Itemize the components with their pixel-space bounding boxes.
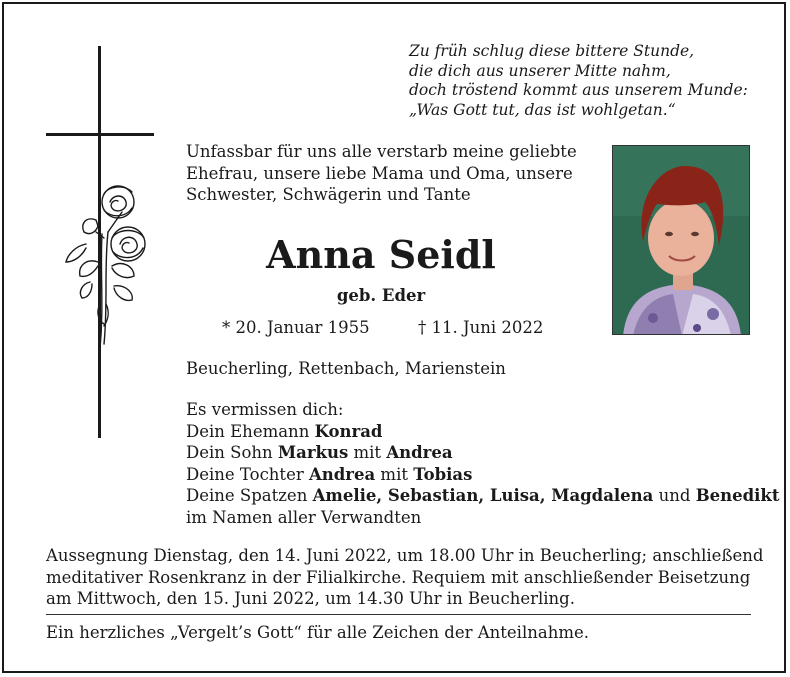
- maiden-name: geb. Eder: [336, 286, 426, 305]
- poem-line: doch tröstend kommt aus unserem Munde:: [409, 81, 748, 99]
- cross-icon: [4, 4, 204, 454]
- funeral-info: [46, 545, 766, 610]
- mourner-name: Benedikt: [695, 486, 780, 505]
- portrait-photo: [612, 145, 750, 335]
- mourners-list: [186, 399, 780, 528]
- mourner-name: Tobias: [413, 464, 473, 484]
- birth-date: * 20. Januar 1955: [222, 318, 370, 337]
- poem: [409, 42, 779, 120]
- funeral-line: Aussegnung Dienstag, den 14. Juni 2022, um 18.00 Uhr in Beucherling; anschließend: [46, 546, 764, 565]
- poem-line: Zu früh schlug diese bittere Stunde,: [409, 42, 695, 60]
- funeral-line: meditativer Rosenkranz in der Filialkirche. Requiem mit anschließender Beisetzung: [46, 567, 751, 587]
- intro-line: Unfassbar für uns alle verstarb meine geliebte: [186, 142, 577, 161]
- deceased-name: Anna Seidl: [266, 232, 496, 277]
- intro-line: Schwester, Schwägerin und Tante: [186, 185, 471, 204]
- relation: Deine Spatzen: [186, 486, 313, 505]
- connector: mit: [375, 464, 414, 484]
- intro-text: [186, 141, 606, 206]
- mourner-line: [186, 485, 780, 507]
- rose-icon: [66, 186, 145, 349]
- connector: mit: [348, 443, 387, 462]
- poem-line: „Was Gott tut, das ist wohlgetan.“: [409, 100, 676, 119]
- mourner-name: Markus: [277, 443, 349, 462]
- mourner-name: Konrad: [314, 421, 383, 441]
- mourner-line: [186, 421, 776, 443]
- relation: Dein Ehemann: [186, 421, 315, 441]
- divider: [46, 614, 751, 615]
- relation: Deine Tochter: [186, 464, 309, 484]
- mourner-name: Andrea: [386, 443, 453, 462]
- mourner-name: Andrea: [308, 464, 376, 484]
- obituary-notice: [2, 2, 786, 673]
- mourners-closing: im Namen aller Verwandten: [186, 507, 422, 527]
- intro-line: Ehefrau, unsere liebe Mama und Oma, unsere: [186, 163, 573, 183]
- poem-line: die dich aus unserer Mitte nahm,: [409, 61, 671, 80]
- mourner-name: Amelie, Sebastian, Luisa, Magdalena: [312, 486, 654, 505]
- places: Beucherling, Rettenbach, Marienstein: [186, 359, 506, 378]
- funeral-line: am Mittwoch, den 15. Juni 2022, um 14.30 Uhr in Beucherling.: [46, 589, 575, 608]
- death-date: † 11. Juni 2022: [418, 318, 544, 337]
- mourner-line: [186, 442, 776, 464]
- relation: Dein Sohn: [186, 443, 278, 462]
- mourner-line: [186, 464, 776, 486]
- mourners-heading: Es vermissen dich:: [186, 400, 344, 419]
- connector: und: [653, 486, 696, 505]
- thanks-text: Ein herzliches „Vergelt’s Gott“ für alle Zeichen der Anteilnahme.: [46, 623, 589, 642]
